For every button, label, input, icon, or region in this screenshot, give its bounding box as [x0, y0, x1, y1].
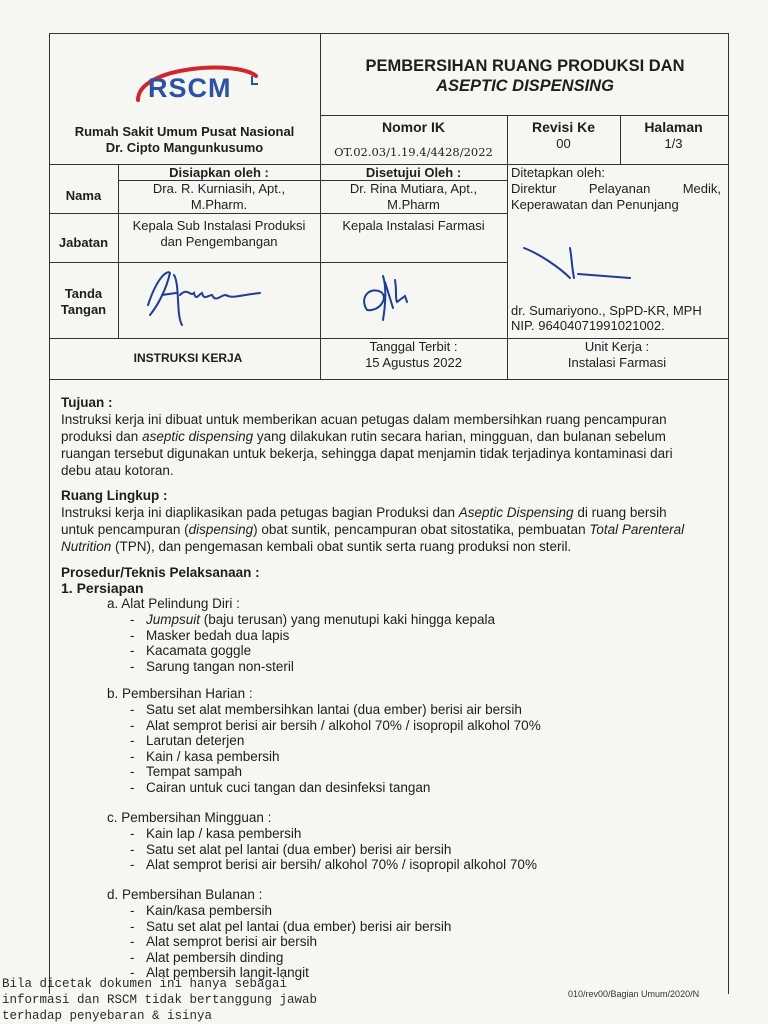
nomor-ik-label: Nomor IK [382, 119, 445, 135]
list-item: - Tempat sampah [128, 764, 707, 780]
document-code: 010/rev00/Bagian Umum/2020/N [568, 989, 700, 999]
ditetapkan-label: Ditetapkan oleh: [511, 165, 605, 180]
nomor-ik-value: OT.02.03/1.19.4/4428/2022 [334, 145, 493, 159]
list-item: - Satu set alat membersihkan lantai (dua ember) berisi air bersih [128, 702, 707, 718]
step-persiapan: 1. Persiapan [61, 580, 144, 596]
revisi-value: 00 [556, 136, 571, 151]
section-heading: Ruang Lingkup : [61, 488, 168, 503]
rule [320, 115, 728, 116]
list-item: - Alat pembersih langit-langit [128, 965, 707, 981]
subsection-c: c. Pembersihan Mingguan : - Kain lap / kasa pembersih - Satu set alat pel lantai (dua ember) berisi air bersih - Alat semprot berisi air bersih/ alkohol 70% / isopropil alkohol 70% [107, 810, 707, 873]
list-item: - Alat semprot berisi air bersih [128, 934, 707, 950]
nama-disiapkan: Dra. R. Kurniasih, Apt., M.Pharm. [152, 181, 286, 212]
instruksi-kerja-label: INSTRUKSI KERJA [133, 351, 243, 365]
jabatan-disetujui: Kepala Instalasi Farmasi [342, 218, 485, 233]
disiapkan-label: Disiapkan oleh : [169, 165, 269, 180]
subsection-d: d. Pembersihan Bulanan : - Kain/kasa pembersih - Satu set alat pel lantai (dua ember) berisi air bersih - Alat semprot berisi air bersih - Alat pembersih dinding - Alat pembersih langit-langit [107, 887, 707, 981]
signature-disetujui-icon [355, 268, 435, 328]
halaman-label: Halaman [644, 119, 703, 135]
list-item: - Kacamata goggle [128, 643, 707, 659]
list-item: - Satu set alat pel lantai (dua ember) berisi air bersih [128, 842, 707, 858]
rscm-logo [128, 58, 278, 108]
list-item: - Sarung tangan non-steril [128, 659, 707, 675]
jabatan-label: Jabatan [58, 235, 109, 250]
list-item: - Kain/kasa pembersih [128, 903, 707, 919]
tanda-tangan-label: Tanda Tangan [60, 286, 107, 317]
subsection-a: a. Alat Pelindung Diri : - Jumpsuit (baju terusan) yang menutupi kaki hingga kepala - Masker bedah dua lapis - Kacamata goggle - Sarung tangan non-steril [107, 596, 707, 674]
revisi-label: Revisi Ke [531, 119, 596, 135]
rule [49, 379, 728, 380]
logo-text: RSCM [148, 73, 232, 103]
document-title: PEMBERSIHAN RUANG PRODUKSI DAN ASEPTIC DISPENSING [365, 57, 685, 95]
disetujui-label: Disetujui Oleh : [365, 165, 462, 180]
list-item: - Kain lap / kasa pembersih [128, 826, 707, 842]
subsection-b: b. Pembersihan Harian : - Satu set alat membersihkan lantai (dua ember) berisi air bersih - Alat semprot berisi air bersih / alkohol 70% / isopropil alkohol 70% - Larutan deterjen - Kain / kasa pembersih - Tempat sampah - Cairan untuk cuci tangan dan desinfeksi tangan [107, 686, 707, 795]
tanggal-terbit: Tanggal Terbit : 15 Agustus 2022 [365, 339, 462, 370]
section-heading: Tujuan : [61, 395, 113, 410]
list-item: - Masker bedah dua lapis [128, 628, 707, 644]
list-item: - Jumpsuit (baju terusan) yang menutupi kaki hingga kepala [128, 612, 707, 628]
nama-disetujui: Dr. Rina Mutiara, Apt., M.Pharm [349, 181, 478, 212]
hospital-name: Rumah Sakit Umum Pusat Nasional Dr. Cipto Mangunkusumo [74, 124, 295, 155]
ditetapkan-nama: dr. Sumariyono., SpPD-KR, MPH [511, 303, 702, 318]
signature-disiapkan-icon [140, 265, 270, 335]
jabatan-disiapkan: Kepala Sub Instalasi Produksi dan Pengembangan [132, 218, 306, 249]
ditetapkan-nip: NIP. 96404071991021002. [511, 318, 665, 333]
unit-kerja: Unit Kerja : Instalasi Farmasi [567, 339, 667, 370]
ditetapkan-jabatan: Direktur Pelayanan Medik, Keperawatan dan Penunjang [511, 181, 721, 212]
section-heading-prosedur: Prosedur/Teknis Pelaksanaan : [61, 565, 260, 580]
list-item: - Kain / kasa pembersih [128, 749, 707, 765]
section-ruang-lingkup: Ruang Lingkup : Instruksi kerja ini diaplikasikan pada petugas bagian Produksi dan Aseptic Dispensing di ruang bersih untuk pencampuran (dispensing) obat suntik, pencampuran obat sitostatika, pembuatan Total Parenteral Nutrition (TPN), dan pengemasan kembali obat suntik serta ruang produksi non steril. [61, 487, 721, 555]
list-item: - Larutan deterjen [128, 733, 707, 749]
list-item: - Alat pembersih dinding [128, 950, 707, 966]
section-tujuan: Tujuan : Instruksi kerja ini dibuat untuk memberikan acuan petugas dalam membersihkan ruang pencampuran produksi dan aseptic dispensing yang dilakukan rutin secara harian, mingguan, dan bulanan sebelum ruangan tersebut digunakan untuk bekerja, sehingga dapat menjamin tidak terjadinya kontaminasi dari debu atau kotoran. [61, 394, 721, 479]
disclaimer: Bila dicetak dokumen ini hanya sebagai informasi dan RSCM tidak bertanggung jawab terhadap penyebaran & isinya [2, 977, 318, 1023]
nama-label: Nama [65, 188, 102, 203]
list-item: - Cairan untuk cuci tangan dan desinfeksi tangan [128, 780, 707, 796]
list-item: - Alat semprot berisi air bersih/ alkohol 70% / isopropil alkohol 70% [128, 857, 707, 873]
list-item: - Satu set alat pel lantai (dua ember) berisi air bersih [128, 919, 707, 935]
list-item: - Alat semprot berisi air bersih / alkohol 70% / isopropil alkohol 70% [128, 718, 707, 734]
signature-ditetapkan-icon [520, 238, 720, 288]
halaman-value: 1/3 [664, 136, 683, 151]
